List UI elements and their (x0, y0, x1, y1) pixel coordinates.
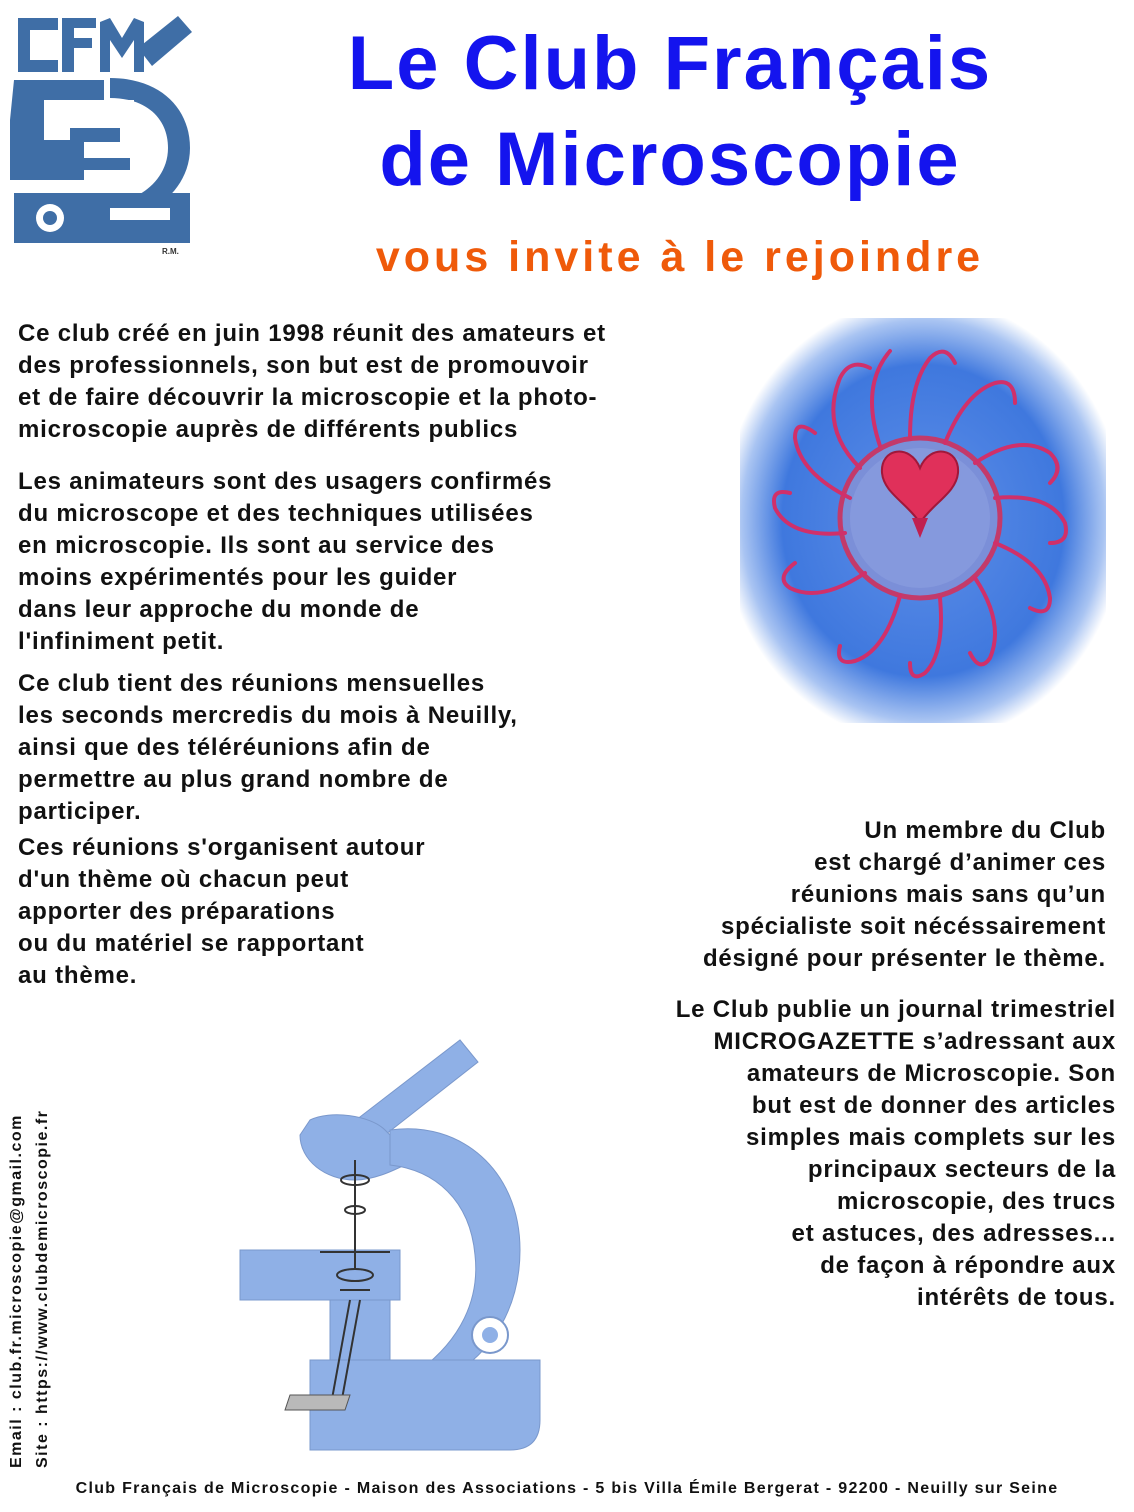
member-paragraph (703, 815, 1106, 975)
text-line: des professionnels, son but est de promouvoir (18, 352, 589, 379)
page-title-line1: Le Club Français (347, 21, 993, 106)
text-line: Un membre du Club (864, 817, 1106, 844)
text-line: ainsi que des téléréunions afin de (18, 734, 431, 761)
text-line: dans leur approche du monde de (18, 596, 420, 623)
text-line: et astuces, des adresses... (791, 1220, 1116, 1247)
text-line: microscopie, des trucs (836, 1188, 1116, 1215)
microorganism-photo (740, 318, 1106, 723)
text-line: est chargé d’animer ces (814, 849, 1106, 876)
text-line: l'infiniment petit. (18, 628, 225, 655)
text-line: participer. (18, 798, 142, 825)
contact-email[interactable]: Email : club.fr.microscopie@gmail.com (8, 1114, 25, 1468)
text-line: intérêts de tous. (917, 1284, 1116, 1311)
club-logo (10, 8, 195, 260)
themes-paragraph (18, 832, 425, 992)
text-line: réunions mais sans qu’un (790, 881, 1106, 908)
text-line: spécialiste soit nécéssairement (721, 913, 1106, 940)
text-line: Les animateurs sont des usagers confirmés (18, 468, 553, 495)
text-line: et de faire découvrir la microscopie et la photo- (18, 384, 598, 411)
text-line: au thème. (18, 962, 138, 989)
text-line: du microscope et des techniques utilisées (18, 500, 534, 527)
text-line: simples mais complets sur les (745, 1124, 1116, 1151)
page-title-line2: de Microscopie (379, 117, 961, 202)
text-line: de façon à répondre aux (820, 1252, 1116, 1279)
website-link[interactable]: Site : https://www.clubdemicroscopie.fr (34, 1109, 51, 1468)
text-line: ou du matériel se rapportant (18, 930, 365, 957)
text-line: Ce club tient des réunions mensuelles (18, 670, 486, 697)
text-line: but est de donner des articles (751, 1092, 1116, 1119)
text-line: en microscopie. Ils sont au service des (18, 532, 495, 559)
page-subtitle: vous invite à le rejoindre (375, 233, 985, 281)
microscope-illustration (180, 1030, 560, 1470)
text-line: Le Club publie un journal trimestriel (675, 996, 1116, 1023)
text-line: Ce club créé en juin 1998 réunit des amateurs et (18, 320, 606, 347)
text-line: permettre au plus grand nombre de (18, 766, 449, 793)
text-line: MICROGAZETTE s’adressant aux (713, 1028, 1116, 1055)
footer-address: Club Français de Microscopie - Maison des Associations - 5 bis Villa Émile Bergerat - 92200 - Neuilly sur Seine (75, 1480, 1059, 1497)
intro-paragraph (18, 318, 606, 446)
text-line: principaux secteurs de la (807, 1156, 1116, 1183)
text-line: amateurs de Microscopie. Son (746, 1060, 1116, 1087)
text-line: Ces réunions s'organisent autour (18, 834, 426, 861)
logo-caption: R.M. (162, 247, 179, 256)
text-line: apporter des préparations (18, 898, 336, 925)
text-line: désigné pour présenter le thème. (702, 945, 1106, 972)
journal-paragraph (676, 994, 1116, 1314)
text-line: d'un thème où chacun peut (18, 866, 350, 893)
text-line: les seconds mercredis du mois à Neuilly, (18, 702, 518, 729)
meetings-paragraph (18, 668, 518, 828)
text-line: microscopie auprès de différents publics (18, 416, 519, 443)
animators-paragraph (18, 466, 552, 658)
text-line: moins expérimentés pour les guider (18, 564, 458, 591)
